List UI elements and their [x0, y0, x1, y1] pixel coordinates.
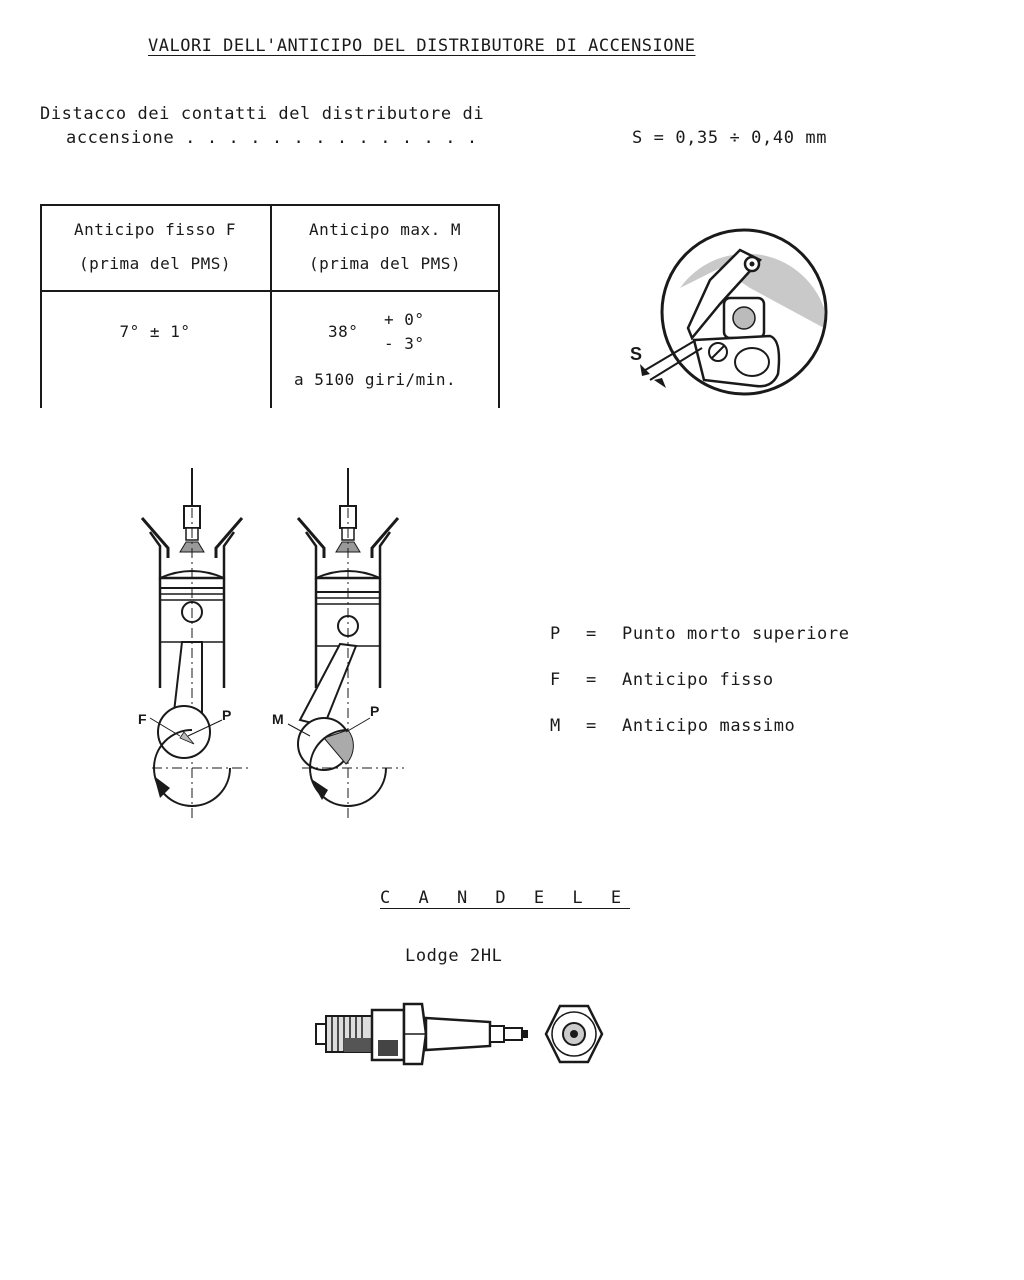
legend-text-m: Anticipo massimo [622, 716, 796, 736]
max-advance-minus: - 3° [384, 334, 425, 353]
advance-table [40, 204, 500, 408]
legend-text-p: Punto morto superiore [622, 624, 850, 644]
contact-gap-label-line2: accensione . . . . . . . . . . . . . . [66, 128, 478, 148]
piston-diagram-max [266, 468, 416, 828]
max-advance-rpm: a 5100 giri/min. [294, 370, 457, 389]
legend-text-f: Anticipo fisso [622, 670, 774, 690]
spark-plug-drawing [312, 1000, 612, 1070]
piston-label-f: F [138, 711, 147, 727]
max-advance-header-line1: Anticipo max. M [309, 220, 461, 239]
table-right-border [498, 204, 500, 408]
legend-symbol-f: F [550, 670, 561, 690]
contact-gap-label-line1: Distacco dei contatti del distributore di [40, 104, 485, 124]
legend-eq-m: = [586, 716, 597, 736]
legend-symbol-p: P [550, 624, 561, 644]
max-advance-plus: + 0° [384, 310, 425, 329]
spark-plugs-heading: C A N D E L E [380, 888, 631, 908]
distributor-diagram [620, 228, 840, 408]
page-title: VALORI DELL'ANTICIPO DEL DISTRIBUTORE DI ACCENSIONE [148, 36, 696, 56]
piston-label-p-left: P [222, 707, 232, 723]
legend-symbol-m: M [550, 716, 561, 736]
piston-label-m: M [272, 711, 284, 727]
fixed-advance-header-line2: (prima del PMS) [79, 254, 231, 273]
fixed-advance-value: 7° ± 1° [119, 322, 191, 341]
piston-diagram-fixed [130, 468, 260, 828]
piston-label-p-right: P [370, 703, 380, 719]
spark-plug-model: Lodge 2HL [405, 946, 503, 966]
max-advance-header-line2: (prima del PMS) [309, 254, 461, 273]
legend-eq-p: = [586, 624, 597, 644]
fixed-advance-header-line1: Anticipo fisso F [73, 220, 237, 239]
distributor-gap-label: S [630, 344, 643, 364]
max-advance-base: 38° [328, 322, 359, 341]
contact-gap-value: S = 0,35 ÷ 0,40 mm [632, 128, 828, 148]
legend-eq-f: = [586, 670, 597, 690]
